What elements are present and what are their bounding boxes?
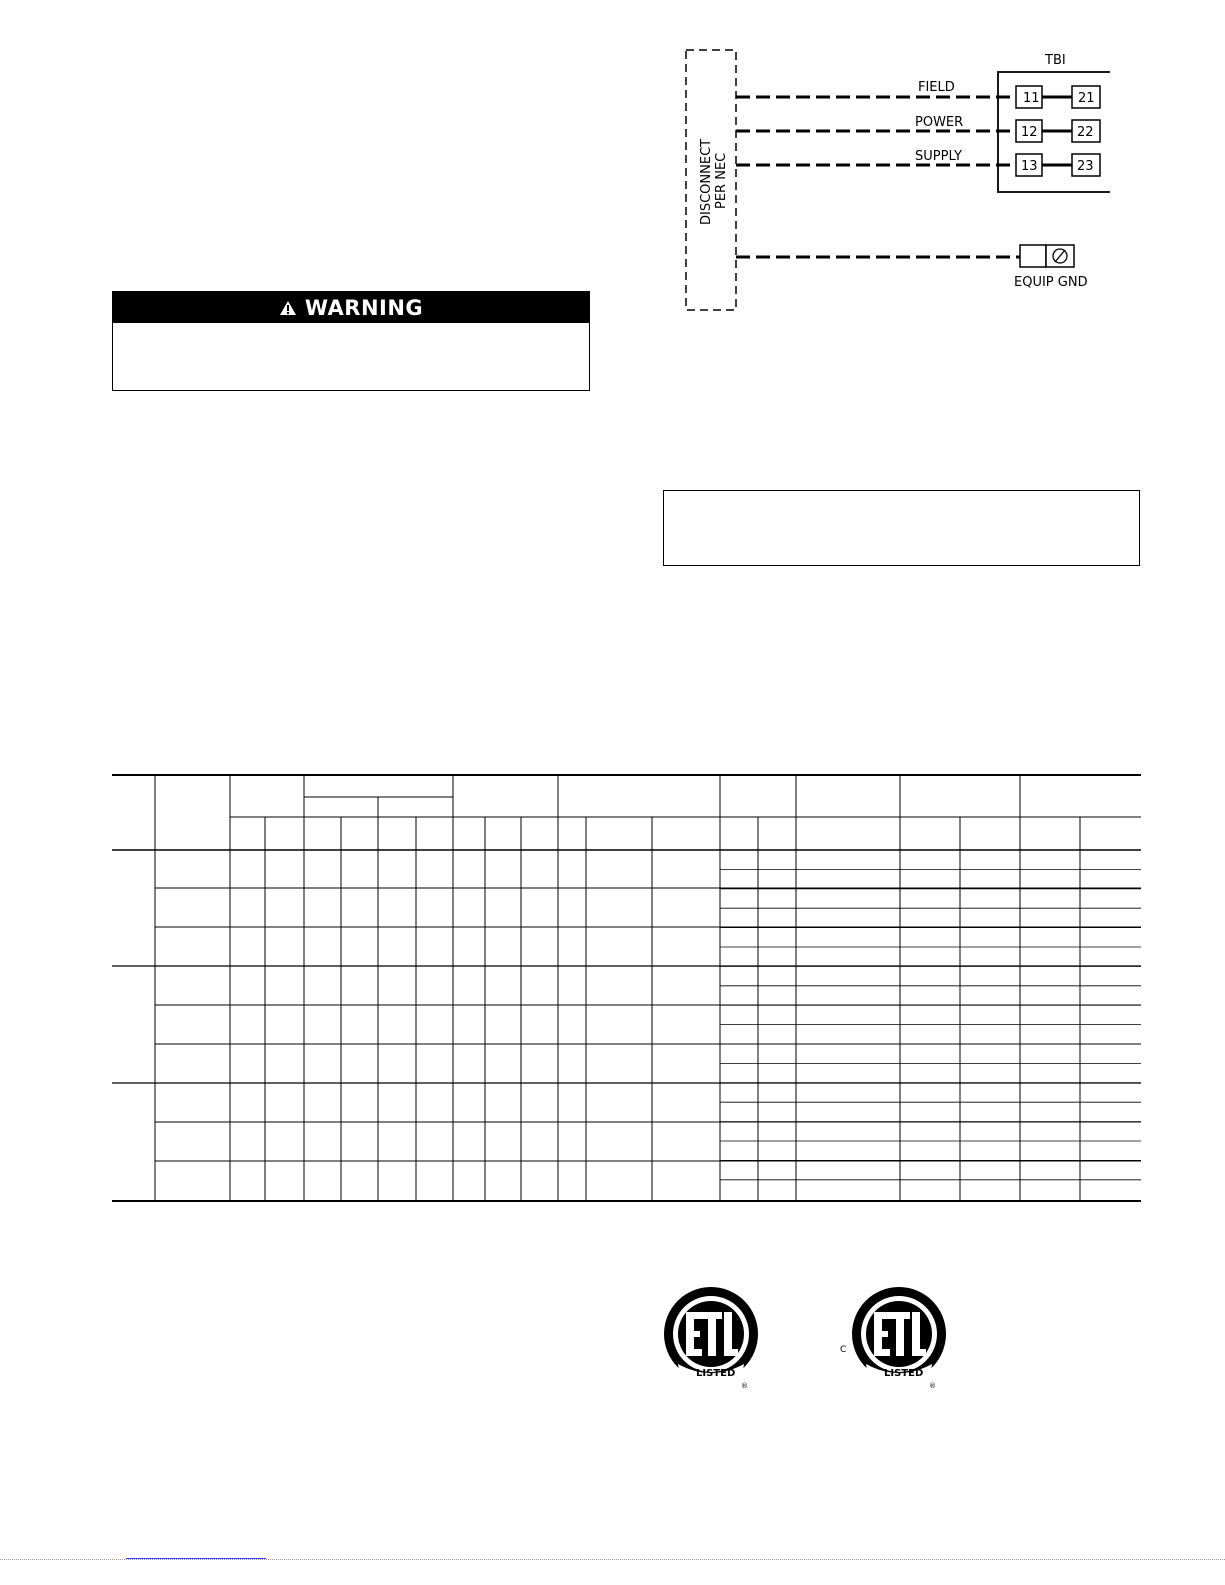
wire-label-power: POWER	[915, 115, 964, 130]
warning-triangle-icon	[279, 300, 297, 316]
etl-c-prefix: C	[840, 1345, 847, 1355]
terminal-22	[1072, 120, 1100, 142]
wire-label-supply: SUPPLY	[915, 149, 962, 164]
terminal-12	[1016, 120, 1042, 142]
footer-link-underline[interactable]	[126, 1558, 266, 1559]
note-box	[663, 490, 1140, 566]
equipment-ground-lug	[1020, 245, 1074, 267]
footer-rule	[0, 1559, 1225, 1560]
c-etl-listed-logo	[836, 1282, 956, 1392]
terminal-11-label: 11	[1023, 91, 1040, 106]
etl-listed-logo	[656, 1282, 766, 1392]
terminal-block-label: TBI	[1045, 53, 1066, 68]
terminal-13	[1016, 154, 1042, 176]
etl-listed-text-1: LISTED	[696, 1368, 736, 1379]
terminal-21-label: 21	[1078, 91, 1095, 106]
disconnect-label-1: DISCONNECT	[699, 138, 714, 225]
terminal-13-label: 13	[1021, 159, 1038, 174]
terminal-22-label: 22	[1077, 125, 1094, 140]
terminal-11	[1016, 86, 1042, 108]
warning-title: WARNING	[304, 295, 424, 320]
terminal-12-label: 12	[1021, 125, 1038, 140]
terminal-23	[1072, 154, 1100, 176]
etl-registered-mark-1: ®	[741, 1382, 748, 1390]
electrical-data-table	[112, 774, 1141, 1202]
terminal-21	[1072, 86, 1100, 108]
warning-box	[112, 291, 590, 391]
terminal-23-label: 23	[1077, 159, 1094, 174]
etl-listed-text-2: LISTED	[884, 1368, 924, 1379]
ground-label: EQUIP GND	[1014, 275, 1088, 290]
field-wiring-diagram	[680, 42, 1110, 317]
wire-label-field: FIELD	[918, 80, 955, 95]
warning-header	[113, 292, 589, 323]
disconnect-label-2: PER NEC	[714, 152, 729, 209]
etl-registered-mark-2: ®	[929, 1382, 936, 1390]
